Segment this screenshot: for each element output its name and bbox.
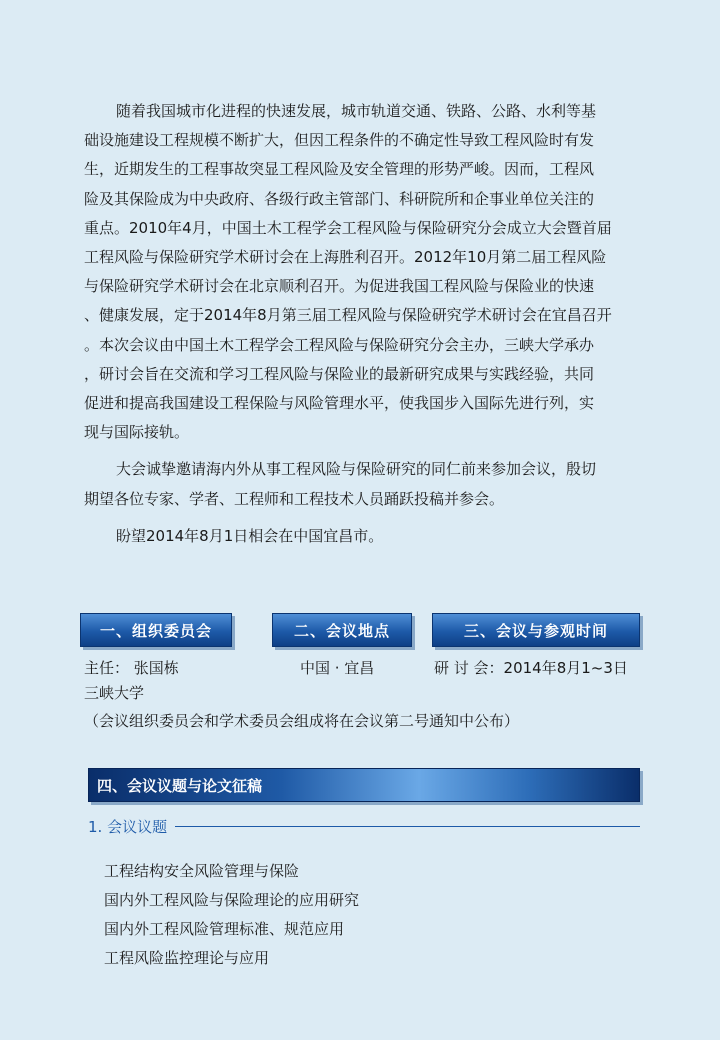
intro-line: 险及其保险成为中央政府、各级行政主管部门、科研院所和企事业单位关注的 <box>84 189 595 208</box>
intro-line: 工程风险与保险研究学术研讨会在上海胜利召开。2012年10月第二届工程风险 <box>84 248 607 267</box>
intro-paragraph-2 <box>84 455 640 513</box>
subsection-divider <box>175 826 640 827</box>
intro-line: 础设施建设工程规模不断扩大，但因工程条件的不确定性导致工程风险时有发 <box>84 131 595 150</box>
intro-line: 现与国际接轨。 <box>84 423 190 442</box>
list-item: 工程风险监控理论与应用 <box>104 949 270 967</box>
list-item: 国内外工程风险管理标准、规范应用 <box>104 920 345 938</box>
topics-section-title: 四、会议议题与论文征稿 <box>97 776 263 795</box>
meeting-date: 研 讨 会：2014年8月1~3日 <box>434 659 628 677</box>
intro-line: 随着我国城市化进程的快速发展，城市轨道交通、铁路、公路、水利等基 <box>116 102 597 120</box>
intro-line: 。本次会议由中国土木工程学会工程风险与保险研究分会主办，三峡大学承办 <box>84 335 595 354</box>
topics-section-banner[interactable] <box>88 768 640 802</box>
subsection-heading <box>88 815 640 837</box>
intro-line: 生，近期发生的工程事故突显工程风险及安全管理的形势严峻。因而，工程风 <box>84 160 595 179</box>
committee-chair: 主任： 张国栋 <box>84 659 179 677</box>
intro-line: 、健康发展，定于2014年8月第三届工程风险与保险研究学术研讨会在宜昌召开 <box>84 306 612 325</box>
committee-note: （会议组织委员会和学术委员会组成将在会议第二号通知中公布） <box>84 712 520 730</box>
intro-line: 重点。2010年4月，中国土木工程学会工程风险与保险研究分会成立大会暨首届 <box>84 218 612 237</box>
venue-section-button[interactable]: 二、会议地点 <box>272 613 412 647</box>
intro-line: 期望各位专家、学者、工程师和工程技术人员踊跃投稿并参会。 <box>84 489 505 508</box>
host-university: 三峡大学 <box>84 684 145 702</box>
intro-text <box>84 97 640 551</box>
list-item: 国内外工程风险与保险理论的应用研究 <box>104 891 360 909</box>
intro-paragraph-1 <box>84 97 640 447</box>
time-section-button[interactable]: 三、会议与参观时间 <box>432 613 640 647</box>
list-item: 工程结构安全风险管理与保险 <box>104 862 300 880</box>
intro-line: 与保险研究学术研讨会在北京顺利召开。为促进我国工程风险与保险业的快速 <box>84 277 595 296</box>
subsection-title: 1. 会议议题 <box>88 817 168 836</box>
intro-paragraph-3: 盼望2014年8月1日相会在中国宜昌市。 <box>116 526 384 545</box>
intro-line: 促进和提高我国建设工程保险与风险管理水平，使我国步入国际先进行列，实 <box>84 394 595 413</box>
committee-section-button[interactable]: 一、组织委员会 <box>80 613 232 647</box>
venue-location: 中国 · 宜昌 <box>300 659 375 677</box>
intro-line: ，研讨会旨在交流和学习工程风险与保险业的最新研究成果与实践经验，共同 <box>84 364 595 383</box>
intro-line: 大会诚挚邀请海内外从事工程风险与保险研究的同仁前来参加会议，殷切 <box>116 460 597 479</box>
topic-list <box>104 857 359 973</box>
